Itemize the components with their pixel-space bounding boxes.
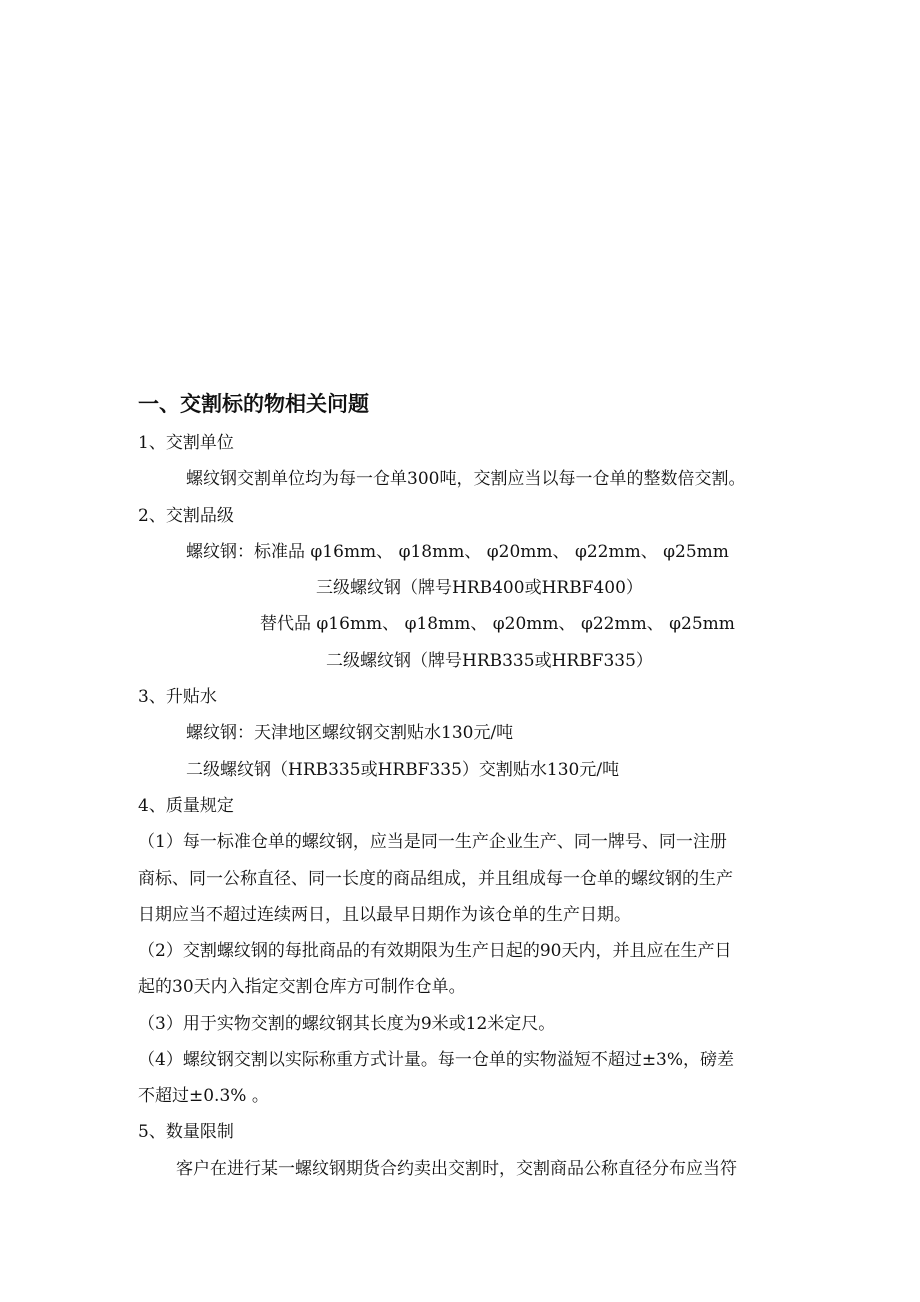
s2-standard-grade: 三级螺纹钢（牌号HRB400或HRBF400） bbox=[316, 578, 643, 598]
s4-line: （4）螺纹钢交割以实际称重方式计量。每一仓单的实物溢短不超过±3%，磅差 bbox=[138, 1050, 735, 1070]
s4-line: 不超过±0.3% 。 bbox=[138, 1086, 269, 1106]
s5-heading: 5、数量限制 bbox=[138, 1122, 234, 1142]
s5-body: 客户在进行某一螺纹钢期货合约卖出交割时，交割商品公称直径分布应当符 bbox=[176, 1159, 737, 1179]
section-title: 一、交割标的物相关问题 bbox=[138, 391, 369, 416]
s2-substitute-line: 替代品 φ16mm、 φ18mm、 φ20mm、 φ22mm、 φ25mm bbox=[260, 614, 735, 634]
s4-line: （3）用于实物交割的螺纹钢其长度为9米或12米定尺。 bbox=[138, 1014, 556, 1034]
s4-line: （1）每一标准仓单的螺纹钢，应当是同一生产企业生产、同一牌号、同一注册 bbox=[138, 832, 727, 852]
s4-heading: 4、质量规定 bbox=[138, 796, 234, 816]
s3-line-2: 二级螺纹钢（HRB335或HRBF335）交割贴水130元/吨 bbox=[186, 760, 620, 780]
s4-line: 日期应当不超过连续两日，且以最早日期作为该仓单的生产日期。 bbox=[138, 905, 631, 925]
s1-body: 螺纹钢交割单位均为每一仓单300吨，交割应当以每一仓单的整数倍交割。 bbox=[186, 469, 746, 489]
s2-substitute-grade: 二级螺纹钢（牌号HRB335或HRBF335） bbox=[326, 651, 653, 671]
s2-standard-line: 螺纹钢：标准品 φ16mm、 φ18mm、 φ20mm、 φ22mm、 φ25mm bbox=[186, 542, 729, 562]
s3-line-1: 螺纹钢：天津地区螺纹钢交割贴水130元/吨 bbox=[186, 723, 514, 743]
s2-heading: 2、交割品级 bbox=[138, 506, 234, 526]
s4-line: 起的30天内入指定交割仓库方可制作仓单。 bbox=[138, 977, 466, 997]
s4-line: （2）交割螺纹钢的每批商品的有效期限为生产日起的90天内，并且应在生产日 bbox=[138, 941, 732, 961]
s3-heading: 3、升贴水 bbox=[138, 687, 217, 707]
s4-line: 商标、同一公称直径、同一长度的商品组成，并且组成每一仓单的螺纹钢的生产 bbox=[138, 869, 733, 889]
s1-heading: 1、交割单位 bbox=[138, 433, 234, 453]
